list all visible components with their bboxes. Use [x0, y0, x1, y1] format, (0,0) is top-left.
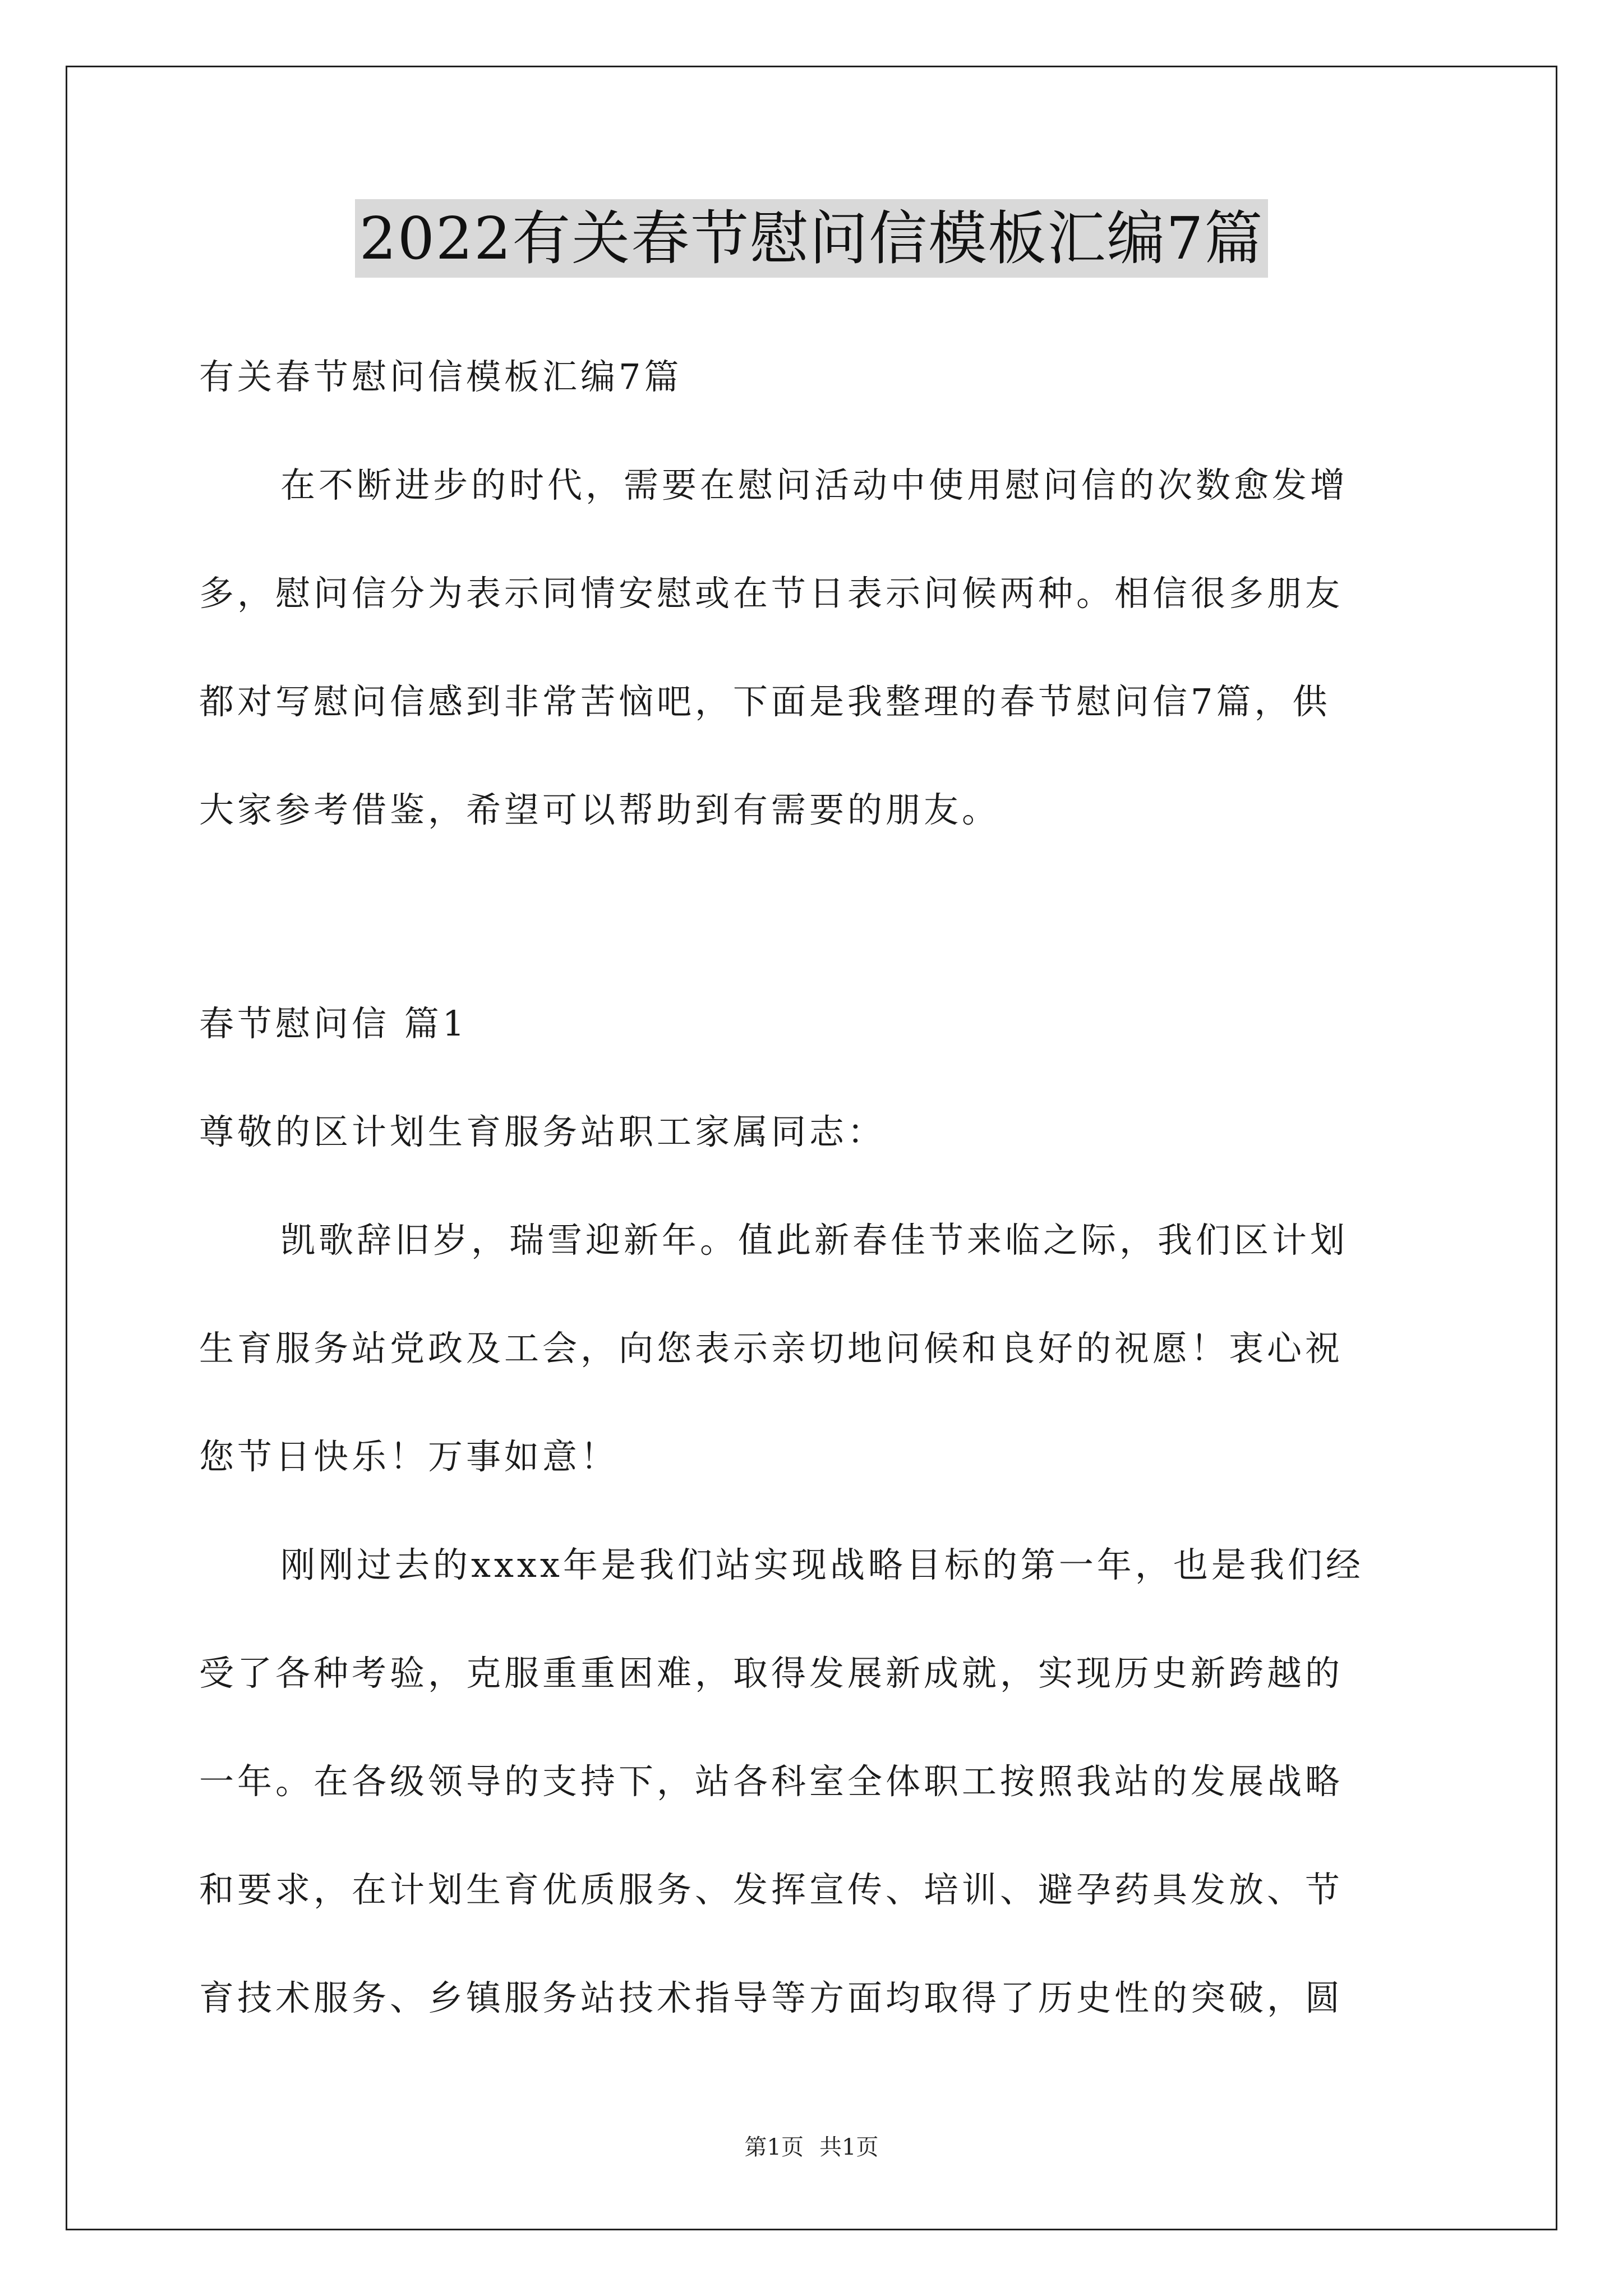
- paragraph-line: 和要求，在计划生育优质服务、发挥宣传、培训、避孕药具发放、节: [199, 1869, 1344, 1910]
- intro-line: 在不断进步的时代，需要在慰问活动中使用慰问信的次数愈发增: [280, 464, 1349, 505]
- document-subtitle: 有关春节慰问信模板汇编7篇: [199, 356, 683, 397]
- intro-line: 多，慰问信分为表示同情安慰或在节日表示问候两种。相信很多朋友: [199, 573, 1344, 614]
- paragraph-line: 凯歌辞旧岁，瑞雪迎新年。值此新春佳节来临之际，我们区计划: [280, 1220, 1349, 1260]
- paragraph-line: 生育服务站党政及工会，向您表示亲切地问候和良好的祝愿！衷心祝: [199, 1328, 1344, 1369]
- paragraph-line: 刚刚过去的xxxx年是我们站实现战略目标的第一年，也是我们经: [280, 1544, 1364, 1585]
- paragraph-line: 受了各种考验，克服重重困难，取得发展新成就，实现历史新跨越的: [199, 1653, 1344, 1694]
- paragraph-line: 育技术服务、乡镇服务站技术指导等方面均取得了历史性的突破，圆: [199, 1977, 1344, 2018]
- paragraph-line: 您节日快乐！万事如意！: [199, 1436, 619, 1477]
- title-container: [0, 199, 1623, 278]
- salutation: 尊敬的区计划生育服务站职工家属同志：: [199, 1111, 886, 1152]
- page-total: 共1页: [819, 2134, 879, 2160]
- intro-line: 都对写慰问信感到非常苦恼吧，下面是我整理的春节慰问信7篇，供: [199, 681, 1331, 722]
- page-footer: [0, 2132, 1623, 2163]
- section-heading: 春节慰问信 篇1: [199, 1003, 468, 1044]
- intro-line: 大家参考借鉴，希望可以帮助到有需要的朋友。: [199, 789, 1000, 830]
- document-title: 2022有关春节慰问信模板汇编7篇: [355, 199, 1269, 278]
- paragraph-line: 一年。在各级领导的支持下，站各科室全体职工按照我站的发展战略: [199, 1761, 1344, 1802]
- page-number: 第1页: [744, 2134, 804, 2160]
